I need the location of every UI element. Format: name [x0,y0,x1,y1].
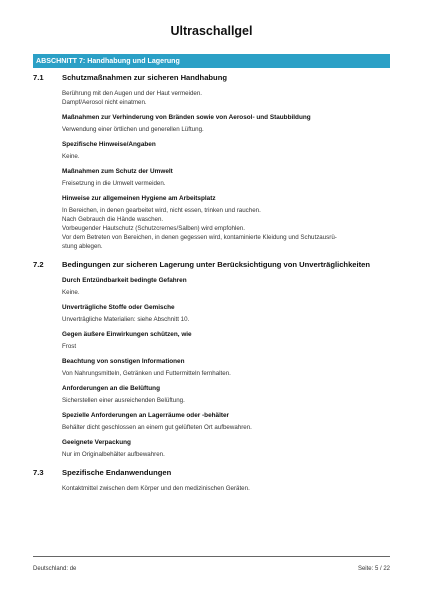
footer-page-number: Seite: 5 / 22 [357,566,390,572]
block-heading: Spezielle Anforderungen an Lagerräume oder -behälter [62,412,230,419]
subsection-number: 7.2 [33,260,44,269]
info-block [62,113,390,134]
subsection-title: Spezifische Endanwendungen [62,468,172,477]
block-text: Nach Gebrauch die Hände waschen. [62,216,164,223]
document-title: Ultraschallgel [170,24,253,38]
subsection-number: 7.1 [33,73,44,82]
block-heading: Anforderungen an die Belüftung [62,385,160,392]
block-heading: Gegen äußere Einwirkungen schützen, wie [62,331,192,338]
block-heading: Geeignete Verpackung [62,439,131,446]
block-text: Von Nahrungsmitteln, Getränken und Futtermitteln fernhalten. [62,370,231,377]
block-text: Verwendung einer örtlichen und generellen Lüftung. [62,126,204,133]
block-text: Behälter dicht geschlossen an einem gut gelüfteten Ort aufbewahren. [62,424,252,431]
block-heading: Durch Entzündbarkeit bedingte Gefahren [62,277,187,284]
subsection-title: Schutzmaßnahmen zur sicheren Handhabung [62,73,227,82]
info-block [62,167,390,188]
info-block [62,330,390,351]
block-text: Dampf/Aerosol nicht einatmen. [62,99,147,106]
subsection-title: Bedingungen zur sicheren Lagerung unter Berücksichtigung von Unverträglichkeiten [62,260,371,269]
block-heading: Maßnahmen zur Verhinderung von Bränden sowie von Aerosol- und Staubbildung [62,114,311,121]
subsection-number: 7.3 [33,468,44,477]
footer-divider [33,556,390,557]
info-block [62,384,390,405]
block-heading: Hinweise zur allgemeinen Hygiene am Arbeitsplatz [62,195,216,202]
info-block [62,411,390,432]
block-text: Sicherstellen einer ausreichenden Belüftung. [62,397,185,404]
info-block [62,303,390,324]
subsection [33,465,390,493]
block-heading: Spezifische Hinweise/Angaben [62,141,156,148]
info-block [62,140,390,161]
block-text: Vorbeugender Hautschutz (Schutzcremes/Salben) wird empfohlen. [62,225,245,232]
section-header: ABSCHNITT 7: Handhabung und Lagerung [33,54,390,68]
block-text: In Bereichen, in denen gearbeitet wird, nicht essen, trinken und rauchen. [62,207,261,214]
subsection [33,70,390,251]
subsection [33,257,390,459]
block-text: Kontaktmittel zwischen dem Körper und den medizinischen Geräten. [62,485,250,492]
info-block [62,438,390,459]
block-text: stung ablegen. [62,243,103,250]
block-heading: Maßnahmen zum Schutz der Umwelt [62,168,173,175]
info-block [62,276,390,297]
footer-country: Deutschland: de [33,566,77,572]
block-text: Unverträgliche Materialien: siehe Abschnitt 10. [62,316,190,323]
block-text: Berührung mit den Augen und der Haut vermeiden. [62,90,202,97]
info-block [62,357,390,378]
block-text: Vor dem Betreten von Bereichen, in denen gegessen wird, kontaminierte Kleidung und Schutzausrü- [62,234,337,241]
info-block [62,484,390,493]
block-text: Frost [62,343,77,350]
block-text: Keine. [62,289,80,296]
block-heading: Beachtung von sonstigen Informationen [62,358,185,365]
block-text: Keine. [62,153,80,160]
info-block [62,89,390,107]
block-heading: Unverträgliche Stoffe oder Gemische [62,304,175,311]
section-content [33,70,390,499]
block-text: Nur im Originalbehälter aufbewahren. [62,451,165,458]
block-text: Freisetzung in die Umwelt vermeiden. [62,180,166,187]
info-block [62,194,390,251]
